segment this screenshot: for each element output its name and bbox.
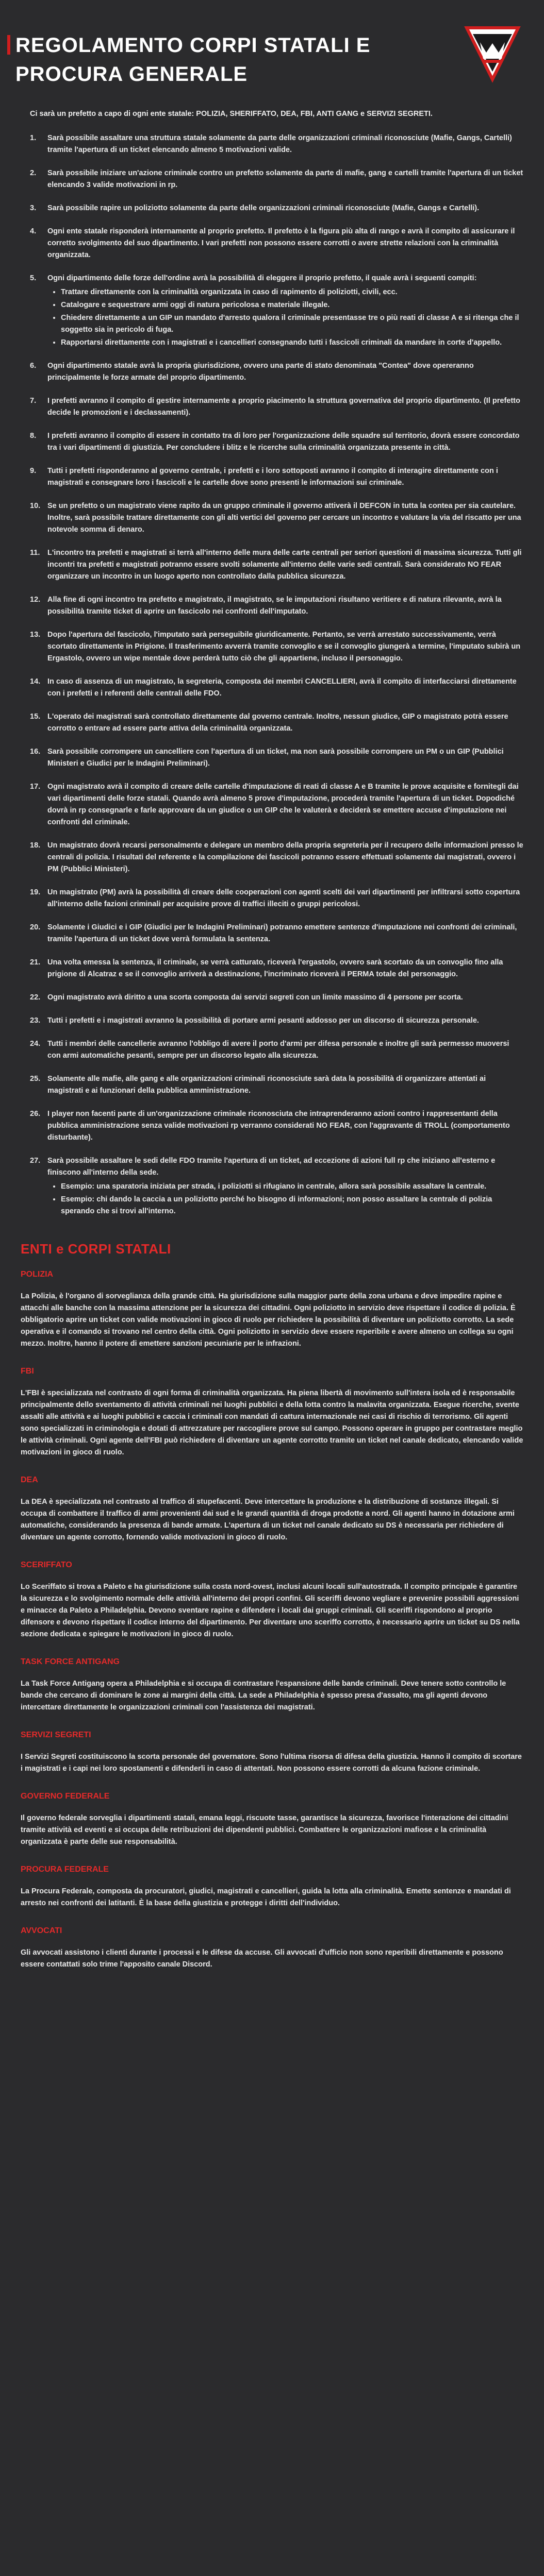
entities-section-title xyxy=(21,1243,523,1255)
rule-text: I player non facenti parte di un'organizzazione criminale riconosciuta che intraprenderanno azioni contro i rappresentanti della pubblica amministrazione senza valide motivazioni rp verranno considerati NO FEAR, con l'aggravante di TROLL (comportamento disturbante). xyxy=(47,1110,510,1142)
rule-item xyxy=(21,1038,523,1062)
rule-number: 4. xyxy=(30,227,37,235)
rule-number: 18. xyxy=(30,841,41,850)
entity-title: PROCURA FEDERALE xyxy=(21,1865,109,1874)
entity-title: GOVERNO FEDERALE xyxy=(21,1792,110,1801)
rule-number: 17. xyxy=(30,783,41,791)
entity-title: FBI xyxy=(21,1367,34,1376)
rule-number: 23. xyxy=(30,1016,41,1025)
rule-number: 8. xyxy=(30,432,37,440)
rule-number: 3. xyxy=(30,204,37,212)
rule-subitem: • Esempio: una sparatoria iniziata per strada, i poliziotti si rifugiano in centrale, allora sarà possibile assaltare la centrale. xyxy=(61,1181,523,1193)
rule-item xyxy=(21,395,523,419)
rule-subitem: • Esempio: chi dando la caccia a un poliziotto perché ho bisogno di informazioni; non posso assaltare la centrale di polizia sperando che si trovi all'interno. xyxy=(61,1194,523,1217)
entity-description: La Polizia, è l'organo di sorveglianza della grande città. Ha giurisdizione sulla maggior parte della zona urbana e deve impedire rapine e attacchi alle banche con la massima attenzione per la sicurezza dei cittadini. Ogni poliziotto in servizio deve rispettare il codice di polizia. È obbligatorio aprire un ticket con valide motivazioni in gioco di ruolo per richiedere la possibilità di diventare un poliziotto corrotto. La sede operativa e il comando si trovano nel centro della città. Ogni poliziotto in servizio deve essere reperibile e avere almeno un collega su ogni mezzo. Inoltre, hanno il potere di emettere sanzioni pecuniarie per le infrazioni. xyxy=(21,1292,516,1348)
rule-text: L'incontro tra prefetti e magistrati si terrà all'interno delle mura delle carte centrali per seriori questioni di massima sicurezza. Tutti gli incontri tra prefetti e magistrati potranno essere svolti solamente all'interno delle varie sedi centrali. Sarà considerato NO FEAR organizzare un incontro in un luogo aperto non controllato dalla pubblica sicurezza. xyxy=(47,549,522,581)
entity-section xyxy=(21,1656,523,1714)
rule-text: Un magistrato (PM) avrà la possibilità di creare delle cooperazioni con agenti scelti dei vari dipartimenti per infiltrarsi sotto copertura all'interno delle fazioni criminali per acquisire prove di traffici illeciti o gruppi pericolosi. xyxy=(47,888,520,908)
entity-section xyxy=(21,1790,523,1848)
rule-text: Tutti i membri delle cancellerie avranno l'obbligo di avere il porto d'armi per difesa personale e inoltre gli sarà permesso muoversi con armi automatiche pesanti, sempre per un discorso legato alla sicurezza. xyxy=(47,1040,509,1060)
rule-text: Ogni dipartimento statale avrà la propria giurisdizione, ovvero una parte di stato denominata "Contea" dove opereranno principalmente le forze armate del proprio dipartimento. xyxy=(47,362,474,382)
rule-text: Un magistrato dovrà recarsi personalmente e delegare un membro della propria segreteria per il recupero delle informazioni presso le centrali di polizia. I risultati del referente e la compilazione dei fascicoli potranno essere effettuati solamente dai magistrati, ovvero i PM (Pubblici Ministeri). xyxy=(47,841,523,873)
rule-item xyxy=(21,840,523,875)
intro-text: Ci sarà un prefetto a capo di ogni ente statale: POLIZIA, SHERIFFATO, DEA, FBI, ANTI GANG e SERVIZI SEGRETI. xyxy=(30,110,433,118)
rule-item xyxy=(21,887,523,910)
entity-description: Il governo federale sorveglia i dipartimenti statali, emana leggi, riscuote tasse, garantisce la sicurezza, favorisce l'interazione dei cittadini tramite attività ed eventi e si occupa delle retribuzioni dei dipendenti pubblici. Combattere le organizzazioni mafiose e la criminalità organizzata è parte delle sue responsabilità. xyxy=(21,1814,508,1846)
entity-description: La Task Force Antigang opera a Philadelphia e si occupa di contrastare l'espansione delle bande criminali. Deve tenere sotto controllo le bande che cercano di dominare le zone ai margini della città. La sede a Philadelphia è spesso presa d'assalto, ma gli agenti devono intercettare direttamente le organizzazioni criminali con l'assistenza dei magistrati. xyxy=(21,1680,506,1711)
rule-item xyxy=(21,547,523,583)
rule-number: 13. xyxy=(30,631,41,639)
rule-item xyxy=(21,500,523,536)
rule-item xyxy=(21,1015,523,1027)
page-title: REGOLAMENTO CORPI STATALI E PROCURA GENERALE xyxy=(15,34,371,86)
rule-item xyxy=(21,202,523,214)
rule-subitem: • Trattare direttamente con la criminalità organizzata in caso di rapimento di poliziotti, civili, ecc. xyxy=(61,286,523,298)
rule-number: 20. xyxy=(30,923,41,931)
rule-number: 10. xyxy=(30,502,41,510)
rule-item xyxy=(21,676,523,700)
rule-item xyxy=(21,1155,523,1217)
title-accent-bar xyxy=(7,35,10,55)
rule-number: 15. xyxy=(30,713,41,721)
rule-item xyxy=(21,594,523,618)
page-header xyxy=(0,0,544,103)
entity-section xyxy=(21,1268,523,1350)
entity-section xyxy=(21,1474,523,1544)
rule-item xyxy=(21,781,523,828)
rule-number: 2. xyxy=(30,169,37,177)
rule-text: Sarà possibile assaltare le sedi delle FDO tramite l'apertura di un ticket, ad eccezione di azioni full rp che iniziano all'esterno e finiscono all'interno della sede. xyxy=(47,1157,496,1177)
rule-text: Ogni magistrato avrà il compito di creare delle cartelle d'imputazione di reati di classe A e B tramite le prove acquisite e fornitegli dai vari dipartimenti delle forze statali. Quando avrà almeno 5 prove d'imputazione, procederà tramite l'apertura di un ticket. Dopodiché dovrà in rp consegnarle e farle approvare da un giudice o un GIP che le valuterà e deciderà se emettere accuse d'imputazione nei confronti del criminale. xyxy=(47,783,519,826)
rule-number: 24. xyxy=(30,1040,41,1048)
rule-text: Ogni dipartimento delle forze dell'ordine avrà la possibilità di eleggere il proprio prefetto, il quale avrà i seguenti compiti: xyxy=(47,274,477,282)
entity-description: I Servizi Segreti costituiscono la scorta personale del governatore. Sono l'ultima risorsa di difesa della giustizia. Hanno il compito di scortare i magistrati e i capi nei loro spostamenti e difenderli in caso di attentati. Non possono essere corrotti da alcuna fazione criminale. xyxy=(21,1753,522,1773)
rule-item xyxy=(21,360,523,384)
rule-number: 14. xyxy=(30,677,41,686)
rule-number: 16. xyxy=(30,748,41,756)
rule-text: Se un prefetto o un magistrato viene rapito da un gruppo criminale il governo attiverà il DEFCON in tutta la contea per sia cautelare. Inoltre, sarà possibile trattare direttamente con gli alti vertici del governo per cercare un incontro e valutare la via del riscatto per una notevole somma di denaro. xyxy=(47,502,521,534)
rule-item xyxy=(21,711,523,735)
rule-number: 6. xyxy=(30,362,37,370)
rule-text: Solamente i Giudici e i GIP (Giudici per le Indagini Preliminari) potranno emettere sentenze d'imputazione nei confronti dei criminali, tramite l'apertura di un ticket dove verrà formulata la sentenza. xyxy=(47,923,517,943)
entity-description: La DEA è specializzata nel contrasto al traffico di stupefacenti. Deve intercettare la produzione e la distribuzione di sostanze illegali. Si occupa di combattere il traffico di armi provenienti dai sud e le grandi quantità di droga prodotte a nord. Gli agenti hanno in dotazione armi automatiche, considerando la presenza di bande armate. L'apertura di un ticket nel canale dedicato su DS è necessaria per richiedere di diventare un agente corrotto, fornendo valide motivazioni in gioco di ruolo. xyxy=(21,1498,515,1541)
entity-section xyxy=(21,1925,523,1971)
rule-text: I prefetti avranno il compito di gestire internamente a proprio piacimento la struttura governativa del proprio dipartimento. (Il prefetto decide le promozioni e i declassamenti). xyxy=(47,397,520,417)
rule-item xyxy=(21,629,523,665)
rule-item xyxy=(21,226,523,261)
rule-item xyxy=(21,465,523,489)
rule-text: L'operato dei magistrati sarà controllato direttamente dal governo centrale. Inoltre, nessun giudice, GIP o magistrato potrà essere corrotto o entrare ad essere parte attiva della criminalità organizzata. xyxy=(47,713,508,733)
entity-section xyxy=(21,1863,523,1909)
rule-number: 21. xyxy=(30,958,41,967)
rule-number: 11. xyxy=(30,549,40,557)
entities-title-suffix: CORPI STATALI xyxy=(68,1241,171,1257)
entity-description: Gli avvocati assistono i clienti durante i processi e le difese da accuse. Gli avvocati d'ufficio non sono reperibili direttamente e possono essere contattati solo trime l'apposito canale Discord. xyxy=(21,1948,503,1969)
rule-number: 5. xyxy=(30,274,37,282)
rule-item xyxy=(21,1073,523,1097)
rule-item xyxy=(21,167,523,191)
entities-list xyxy=(21,1268,523,1971)
rule-text: Tutti i prefetti risponderanno al governo centrale, i prefetti e i loro sottoposti avranno il compito di interagire direttamente con i magistrati e consegnare loro i fascicoli e le cartelle dove sono presenti le informazioni sui criminale. xyxy=(47,467,498,487)
rule-subitem: • Chiedere direttamente a un GIP un mandato d'arresto qualora il criminale presentasse tre o più reati di classe A e si ritenga che il soggetto sia in pericolo di fuga. xyxy=(61,312,523,336)
rule-item xyxy=(21,430,523,454)
rule-item xyxy=(21,992,523,1004)
rule-item xyxy=(21,746,523,770)
rule-text: Sarà possibile iniziare un'azione criminale contro un prefetto solamente da parte di mafie, gang e cartelli tramite l'apertura di un ticket elencando 3 valide motivazioni in rp. xyxy=(47,169,523,189)
rule-number: 12. xyxy=(30,596,41,604)
rule-sublist xyxy=(47,1181,523,1217)
rule-number: 1. xyxy=(30,134,37,142)
rule-text: Sarà possibile rapire un poliziotto solamente da parte delle organizzazioni criminali riconosciute (Mafie, Gangs e Cartelli). xyxy=(47,204,480,212)
rules-list xyxy=(21,132,523,1217)
rule-sublist xyxy=(47,286,523,349)
rule-number: 27. xyxy=(30,1157,41,1165)
entity-description: Lo Sceriffato si trova a Paleto e ha giurisdizione sulla costa nord-ovest, inclusi alcuni locali sull'autostrada. Il compito principale è garantire la sicurezza e lo svolgimento normale delle attività all'interno dei propri confini. Gli sceriffi devono vegliare e prevenire possibili aggressioni e minacce da Paleto a Philadelphia. Devono sventare rapine e difendere i locali dai gruppi criminali. Gli sceriffi rispondono al proprio difensore e devono rispettare il codice interno del dipartimento. Per diventare uno sceriffo corrotto, è necessario aprire un ticket su DS nella sezione dedicata e spiegare le motivazioni in gioco di ruolo. xyxy=(21,1583,520,1638)
entity-title: SCERIFFATO xyxy=(21,1561,72,1569)
entity-title: DEA xyxy=(21,1476,38,1484)
entity-title: POLIZIA xyxy=(21,1270,54,1279)
rule-text: Dopo l'apertura del fascicolo, l'imputato sarà perseguibile giuridicamente. Pertanto, se verrà arrestato successivamente, verrà scortato direttamente in Prigione. Il trasferimento avverrà tramite convoglio e se il convoglio giungerà a termine, l'imputato subirà un Ergastolo, ovvero un wipe mentale dove perderà tutto ciò che gli appartiene, incluso il personaggio. xyxy=(47,631,521,663)
rule-item xyxy=(21,922,523,945)
entity-title: AVVOCATI xyxy=(21,1926,62,1935)
rule-item xyxy=(21,1108,523,1144)
main-content xyxy=(0,108,544,2007)
rule-text: Sarà possibile corrompere un cancelliere con l'apertura di un ticket, ma non sarà possibile corrompere un PM o un GIP (Pubblici Ministeri e Giudici per le Indagini Preliminari). xyxy=(47,748,504,768)
rule-number: 9. xyxy=(30,467,37,475)
rule-item xyxy=(21,132,523,156)
entity-description: L'FBI è specializzata nel contrasto di ogni forma di criminalità organizzata. Ha piena libertà di movimento sull'intera isola ed è responsabile principalmente dello sventamento di attività criminali nei luoghi pubblici e della lotta contro la malavita organizzata. Esegue ricerche, svente assalti alle attività e ai luoghi pubblici e caccia i criminali con mandati di cattura internazionale nei casi di rischio di terrorismo. Gli agenti sono specializzati in criminologia e dotati di attrezzature per raccogliere prove sul campo. Possono operare in gruppo per contrastare meglio le attività criminali. Ogni agente dell'FBI può richiedere di diventare un agente corrotto tramite un ticket nel canale dedicato, elencando valide motivazioni in gioco di ruolo. xyxy=(21,1389,523,1456)
rule-text: Una volta emessa la sentenza, il criminale, se verrà catturato, riceverà l'ergastolo, ovvero sarà scortato da un convoglio fino alla prigione di Alcatraz e se il convoglio arriverà a destinazione, l'incriminato riceverà il PERMA totale del personaggio. xyxy=(47,958,503,978)
entity-section xyxy=(21,1559,523,1640)
crown-shield-logo-icon xyxy=(461,23,523,84)
rule-text: In caso di assenza di un magistrato, la segreteria, composta dei membri CANCELLIERI, avrà il compito di interfacciarsi direttamente con i prefetti e i referenti delle centrali delle FDO. xyxy=(47,677,517,698)
rule-text: Tutti i prefetti e i magistrati avranno la possibilità di portare armi pesanti addosso per un discorso di sicurezza personale. xyxy=(47,1016,479,1025)
entity-title: TASK FORCE ANTIGANG xyxy=(21,1657,120,1666)
rule-text: Solamente alle mafie, alle gang e alle organizzazioni criminali riconosciute sarà data la possibilità di organizzare attentati ai magistrati e ai funzionari della pubblica amministrazione. xyxy=(47,1075,486,1095)
rule-item xyxy=(21,957,523,980)
rule-number: 19. xyxy=(30,888,41,896)
entities-title-prefix: ENTI e xyxy=(21,1241,64,1257)
entity-section xyxy=(21,1729,523,1775)
rule-subitem: • Rapportarsi direttamente con i magistrati e i cancellieri consegnando tutti i fascicoli criminali da mandare in corte d'appello. xyxy=(61,337,523,349)
rule-number: 25. xyxy=(30,1075,41,1083)
entity-description: La Procura Federale, composta da procuratori, giudici, magistrati e cancellieri, guida la lotta alla criminalità. Emette sentenze e mandati di arresto nei confronti dei latitanti. È la base della giustizia e protegge i diritti dell'individuo. xyxy=(21,1887,511,1907)
rule-text: Alla fine di ogni incontro tra prefetto e magistrato, il magistrato, se le imputazioni risultano veritiere e di natura rilevante, avrà la possibilità tramite ticket di aprire un fascicolo nei confronti dell'imputato. xyxy=(47,596,502,616)
rule-text: I prefetti avranno il compito di essere in contatto tra di loro per l'organizzazione delle squadre sul territorio, dovrà essere concordato tra i vari dipartimenti di giustizia. Per concludere i blitz e le ricerche sulla criminalità organizzata presente in città. xyxy=(47,432,520,452)
rule-number: 26. xyxy=(30,1110,41,1118)
rule-subitem: • Catalogare e sequestrare armi oggi di natura pericolosa e materiale illegale. xyxy=(61,299,523,311)
rule-number: 22. xyxy=(30,993,41,1002)
rule-text: Ogni ente statale risponderà internamente al proprio prefetto. Il prefetto è la figura più alta di rango e avrà il compito di assicurare il corretto svolgimento del suo dipartimento. I vari prefetti non possono essere corrotti o avere strette relazioni con la criminalità organizzata. xyxy=(47,227,515,259)
rule-item xyxy=(21,273,523,349)
rule-text: Sarà possibile assaltare una struttura statale solamente da parte delle organizzazioni criminali riconosciute (Mafie, Gangs, Cartelli) tramite l'apertura di un ticket elencando almeno 5 motivazioni valide. xyxy=(47,134,512,154)
rule-text: Ogni magistrato avrà diritto a una scorta composta dai servizi segreti con un limite massimo di 4 persone per scorta. xyxy=(47,993,463,1002)
entity-title: SERVIZI SEGRETI xyxy=(21,1731,91,1739)
rule-number: 7. xyxy=(30,397,37,405)
entity-section xyxy=(21,1365,523,1459)
